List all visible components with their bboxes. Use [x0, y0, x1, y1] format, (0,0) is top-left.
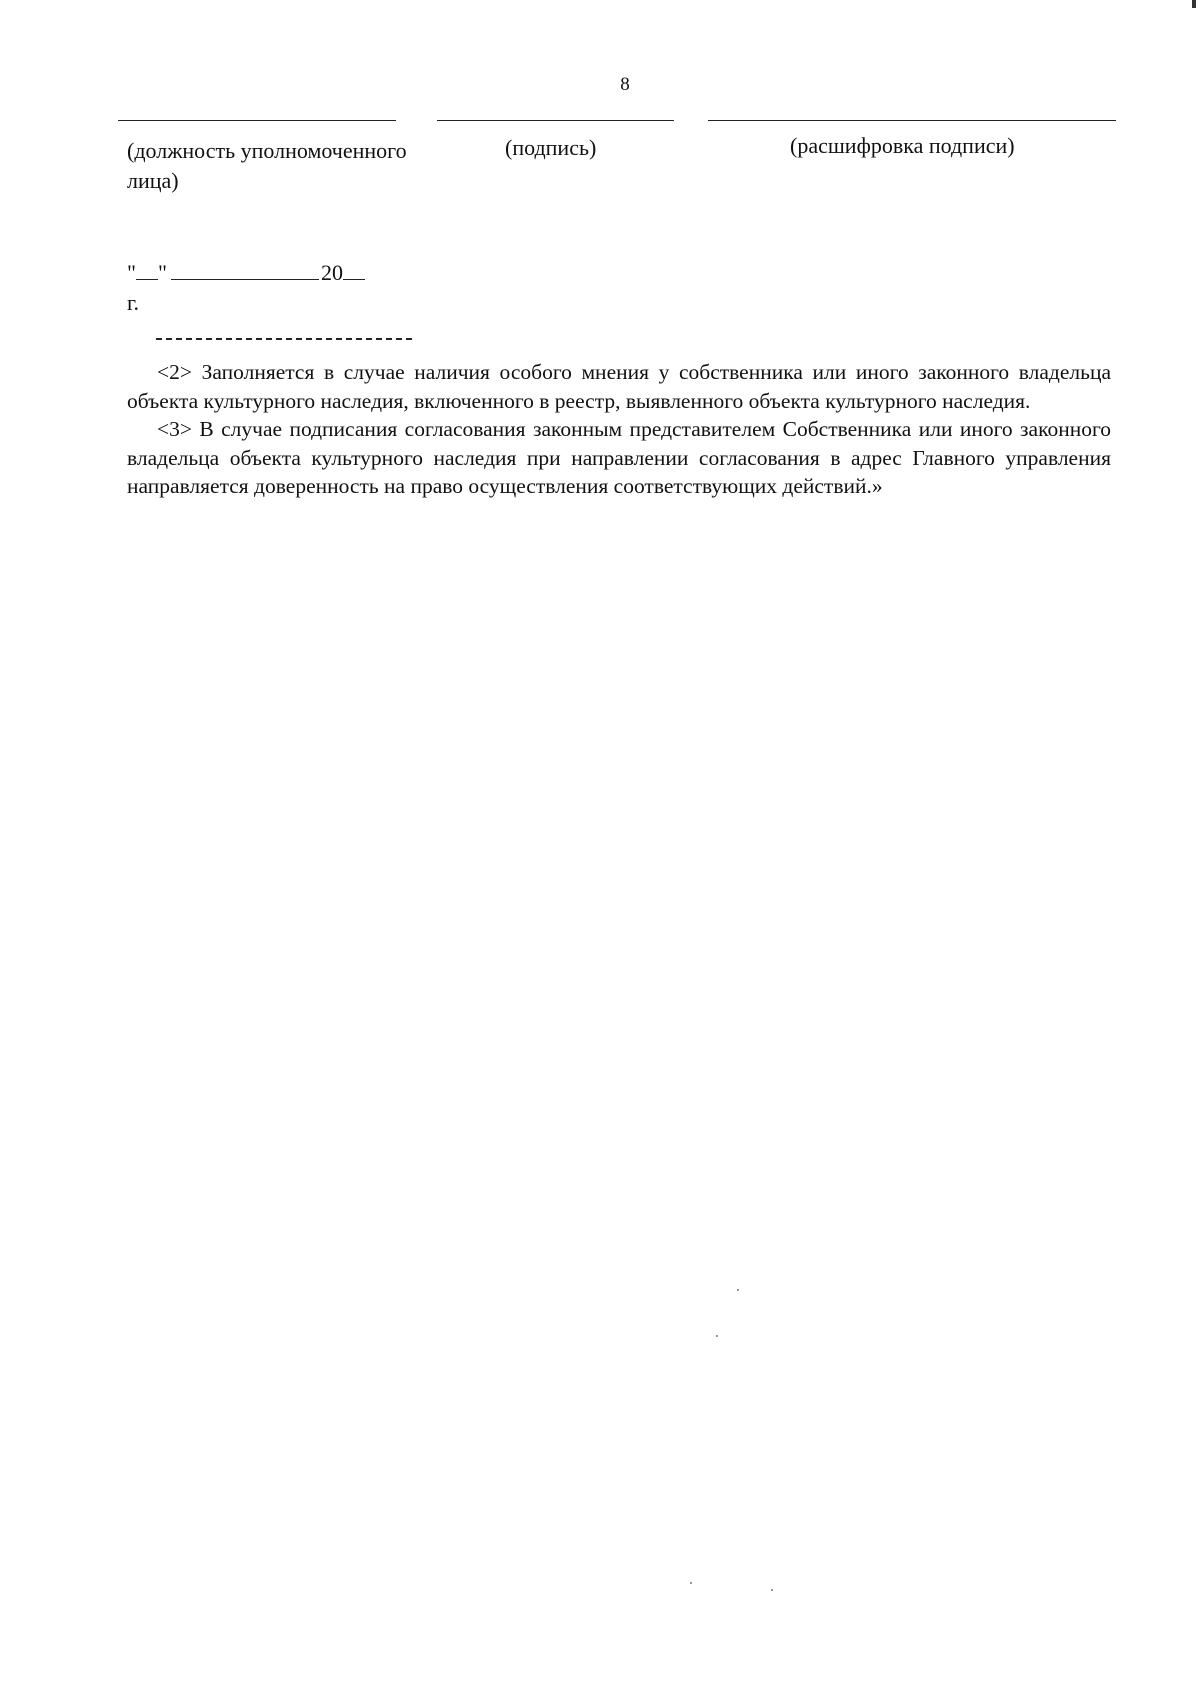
date-field	[127, 258, 365, 288]
signature-decoding-caption: (расшифровка подписи)	[790, 133, 1015, 158]
month-blank	[171, 259, 319, 280]
scan-speck	[771, 1589, 773, 1591]
scan-speck	[690, 1582, 692, 1584]
scan-edge-mark	[1192, 0, 1196, 8]
position-signature-line	[118, 120, 396, 121]
year-blank	[343, 259, 365, 280]
signature-decoding-line	[708, 120, 1116, 121]
footnotes	[127, 358, 1111, 501]
position-caption: (должность уполномоченного лица)	[127, 138, 407, 193]
footnote-3: <3> В случае подписания согласования законным представителем Собственника или иного законного владельца объекта культурного наследия при направлении согласования в адрес Главного управления направляется доверенность на право осуществления соответствующих действий.»	[127, 417, 1111, 498]
date-open-quote: "	[127, 260, 136, 285]
scan-speck	[737, 1289, 739, 1291]
footnote-2: <2> Заполняется в случае наличия особого мнения у собственника или иного законного владельца объекта культурного наследия, включенного в реестр, выявленного объекта культурного наследия.	[127, 360, 1111, 413]
page-number: 8	[620, 74, 630, 95]
date-close-quote: "	[157, 260, 167, 285]
date-year-prefix: 20	[320, 260, 343, 285]
scan-speck	[716, 1335, 718, 1337]
signature-caption: (подпись)	[505, 135, 597, 160]
date-year-suffix: г.	[127, 290, 140, 315]
signature-line	[437, 120, 674, 121]
footnote-separator	[156, 338, 412, 340]
day-blank	[136, 259, 158, 280]
